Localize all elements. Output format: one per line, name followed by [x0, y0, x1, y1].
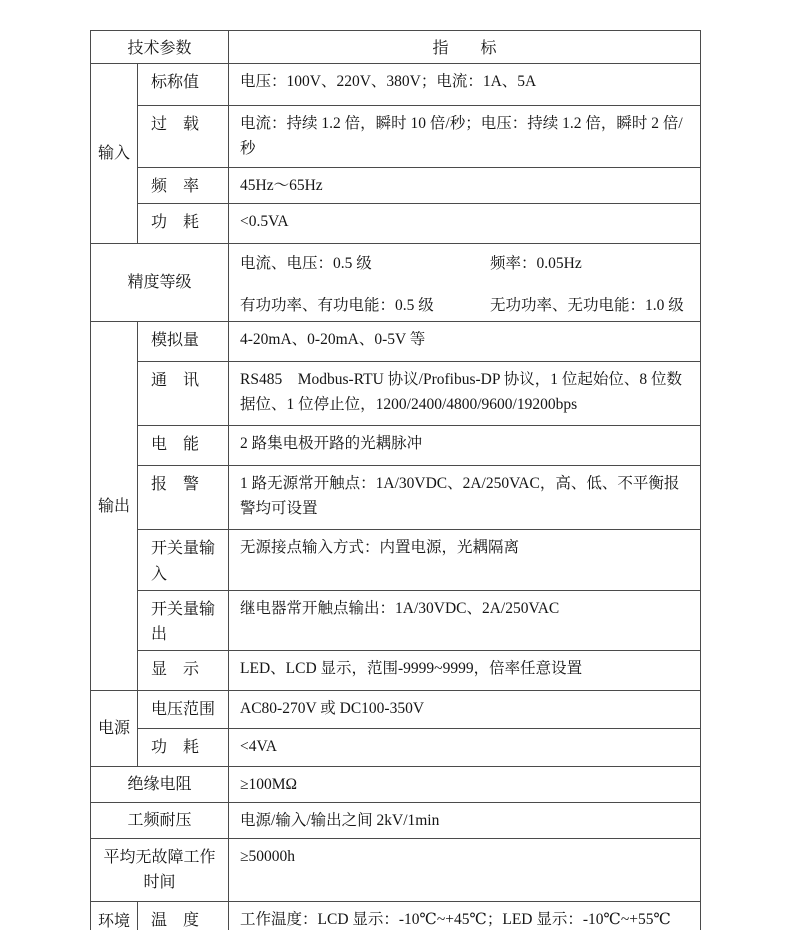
value-mtbf: ≥50000h [229, 839, 701, 902]
table-row-input-consumption [91, 204, 701, 244]
label-switch-input: 开关量输入 [138, 530, 229, 591]
accuracy-item-reactive: 无功功率、无功电能：1.0 级 [490, 296, 684, 314]
value-withstand: 电源/输入/输出之间 2kV/1min [229, 803, 701, 839]
table-row-nominal [91, 64, 701, 106]
label-input-consumption: 功 耗 [138, 204, 229, 244]
label-power-consumption: 功 耗 [138, 729, 229, 767]
value-accuracy [229, 244, 701, 322]
label-switch-output: 开关量输出 [138, 590, 229, 651]
value-frequency: 45Hz～65Hz [229, 168, 701, 204]
table-row-energy [91, 426, 701, 466]
value-power-consumption: <4VA [229, 729, 701, 767]
label-overload: 过 载 [138, 106, 229, 168]
table-row-voltage-range [91, 691, 701, 729]
value-alarm: 1 路无源常开触点：1A/30VDC、2A/250VAC，高、低、不平衡报警均可设置 [229, 466, 701, 530]
header-indicator-cell: 指 标 [229, 31, 701, 64]
value-energy: 2 路集电极开路的光耦脉冲 [229, 426, 701, 466]
value-comm: RS485 Modbus-RTU 协议/Profibus-DP 协议，1 位起始位、8 位数据位、1 位停止位，1200/2400/4800/9600/19200bps [229, 362, 701, 426]
table-row-insulation [91, 767, 701, 803]
value-display: LED、LCD 显示，范围-9999~9999，倍率任意设置 [229, 651, 701, 691]
label-voltage-range: 电压范围 [138, 691, 229, 729]
accuracy-item-active: 有功功率、有功电能：0.5 级 [240, 296, 434, 314]
table-row-display [91, 651, 701, 691]
label-analog: 模拟量 [138, 322, 229, 362]
group-cell-power: 电源 [91, 691, 138, 767]
label-temperature: 温 度 [138, 902, 229, 930]
label-nominal: 标称值 [138, 64, 229, 106]
header-param-cell: 技术参数 [91, 31, 229, 64]
accuracy-grid [240, 250, 690, 318]
label-mtbf [91, 839, 229, 902]
group-cell-input: 输入 [91, 64, 138, 244]
table-row-overload [91, 106, 701, 168]
value-analog: 4-20mA、0-20mA、0-5V 等 [229, 322, 701, 362]
label-mtbf-text: 平均无故障工作时间 [103, 849, 216, 892]
table-row-power-consumption [91, 729, 701, 767]
table-row-switch-input [91, 530, 701, 591]
spec-table [90, 30, 701, 930]
value-overload: 电流：持续 1.2 倍，瞬时 10 倍/秒；电压：持续 1.2 倍，瞬时 2 倍/秒 [229, 106, 701, 168]
table-row-temperature [91, 902, 701, 930]
table-row-accuracy [91, 244, 701, 322]
table-row-frequency [91, 168, 701, 204]
table-row-analog [91, 322, 701, 362]
value-switch-input: 无源接点输入方式：内置电源，光耦隔离 [229, 530, 701, 591]
label-alarm: 报 警 [138, 466, 229, 530]
header-row [91, 31, 701, 64]
group-cell-output: 输出 [91, 322, 138, 691]
accuracy-item-frequency: 频率：0.05Hz [490, 255, 582, 273]
table-row-withstand [91, 803, 701, 839]
value-insulation: ≥100MΩ [229, 767, 701, 803]
value-switch-output: 继电器常开触点输出：1A/30VDC、2A/250VAC [229, 590, 701, 651]
label-frequency: 频 率 [138, 168, 229, 204]
table-row-alarm [91, 466, 701, 530]
label-insulation: 绝缘电阻 [91, 767, 229, 803]
table-row-mtbf [91, 839, 701, 902]
label-display: 显 示 [138, 651, 229, 691]
value-nominal: 电压：100V、220V、380V；电流：1A、5A [229, 64, 701, 106]
table-row-switch-output [91, 590, 701, 651]
value-input-consumption: <0.5VA [229, 204, 701, 244]
accuracy-item-current-voltage: 电流、电压：0.5 级 [240, 255, 372, 273]
value-temperature: 工作温度：LCD 显示：-10℃~+45℃；LED 显示：-10℃~+55℃ [229, 902, 701, 930]
value-voltage-range: AC80-270V 或 DC100-350V [229, 691, 701, 729]
table-row-comm [91, 362, 701, 426]
label-accuracy: 精度等级 [91, 244, 229, 322]
label-comm: 通 讯 [138, 362, 229, 426]
label-energy: 电 能 [138, 426, 229, 466]
label-withstand: 工频耐压 [91, 803, 229, 839]
group-cell-env: 环境 [91, 902, 138, 930]
